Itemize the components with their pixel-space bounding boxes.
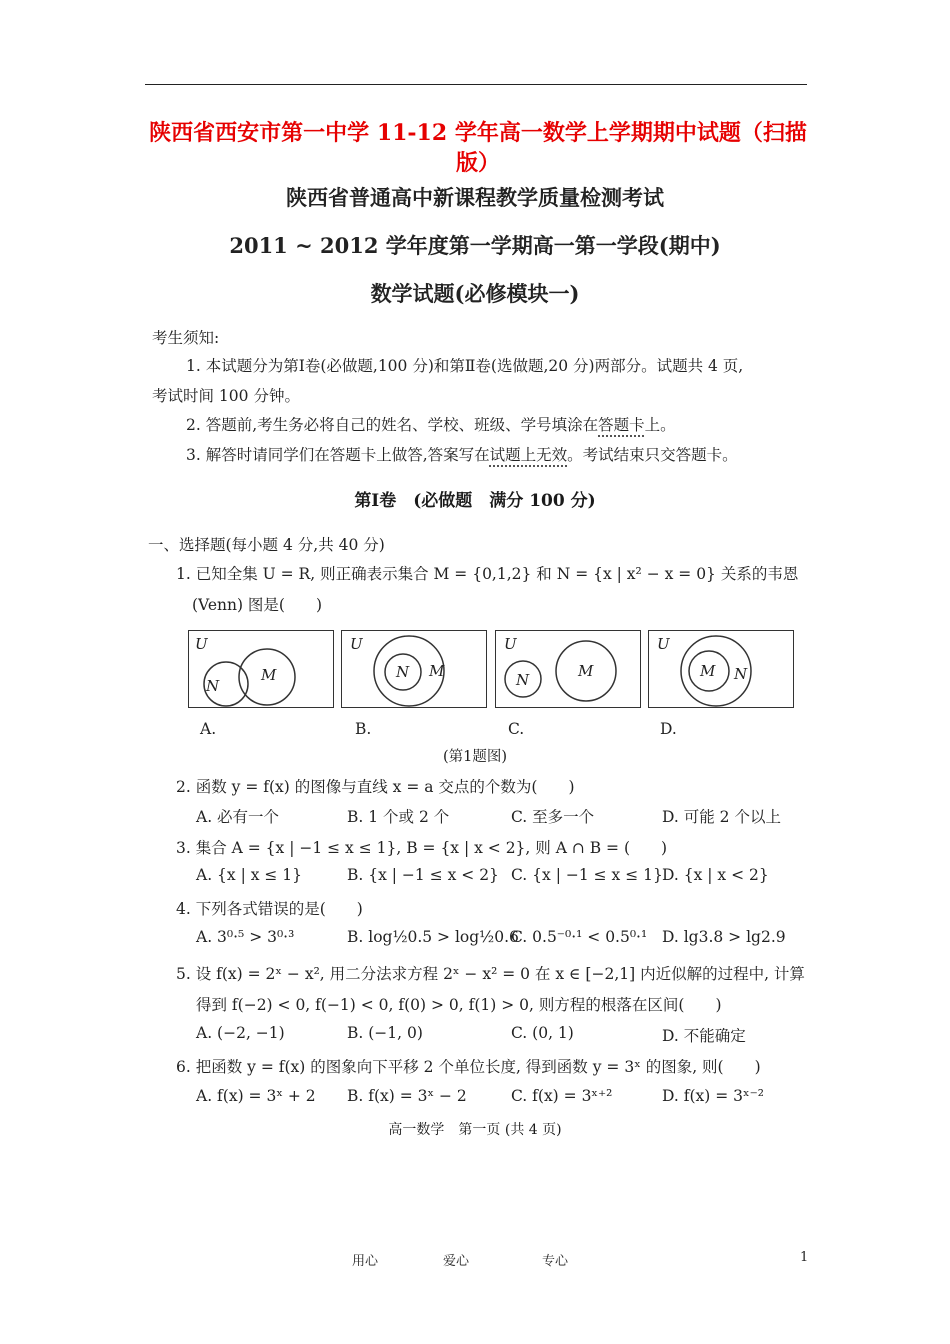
q3-stem: 3. 集合 A = {x | −1 ≤ x ≤ 1}, B = {x | x < 2}, 则 A ∩ B = ( ) bbox=[176, 839, 668, 857]
venn-d-m-label: M bbox=[700, 662, 716, 680]
venn-c-m-label: M bbox=[578, 662, 594, 680]
document-title-line1: 陕西省西安市第一中学 11-12 学年高一数学上学期期中试题（扫描 bbox=[149, 120, 807, 146]
q5-stem-line2: 得到 f(−2) < 0, f(−1) < 0, f(0) > 0, f(1) > 0, 则方程的根落在区间( ) bbox=[196, 996, 722, 1014]
venn-a-u-label: U bbox=[195, 635, 208, 653]
q3-option-c: C. {x | −1 ≤ x ≤ 1} bbox=[511, 866, 663, 884]
notice-item-3 bbox=[186, 443, 738, 465]
q5-stem-line1: 5. 设 f(x) = 2ˣ − x², 用二分法求方程 2ˣ − x² = 0 在 x ∈ [−2,1] 内近似解的过程中, 计算 bbox=[176, 965, 805, 983]
q6-option-d: D. f(x) = 3ˣ⁻² bbox=[662, 1087, 764, 1105]
q3-option-d: D. {x | x < 2} bbox=[662, 866, 769, 884]
venn-a-n-label: N bbox=[206, 677, 220, 695]
q2-option-d: D. 可能 2 个以上 bbox=[662, 808, 781, 826]
notice-item-2-emphasis: 答题卡 bbox=[598, 416, 645, 434]
notice-item-1b: 考试时间 100 分钟。 bbox=[152, 387, 300, 405]
document-title bbox=[148, 118, 808, 178]
notice-item-3-text: 3. 解答时请同学们在答题卡上做答,答案写在 bbox=[186, 446, 490, 464]
q3-option-b: B. {x | −1 ≤ x < 2} bbox=[347, 866, 499, 884]
q2-stem: 2. 函数 y = f(x) 的图像与直线 x = a 交点的个数为( ) bbox=[176, 778, 575, 796]
footer-word-2: 爱心 bbox=[443, 1254, 470, 1269]
section1-heading: 一、选择题(每小题 4 分,共 40 分) bbox=[148, 536, 385, 554]
footer-word-1: 用心 bbox=[352, 1254, 379, 1269]
q6-stem: 6. 把函数 y = f(x) 的图象向下平移 2 个单位长度, 得到函数 y = 3ˣ 的图象, 则( ) bbox=[176, 1058, 761, 1076]
venn-b-option-label: B. bbox=[355, 720, 372, 738]
venn-b-u-label: U bbox=[350, 635, 363, 653]
q1-stem-line1: 1. 已知全集 U = R, 则正确表示集合 M = {0,1,2} 和 N = {x | x² − x = 0} 关系的韦恩 bbox=[176, 565, 799, 583]
q6-option-a: A. f(x) = 3ˣ + 2 bbox=[196, 1087, 316, 1105]
q1-stem-line2: (Venn) 图是( ) bbox=[192, 596, 323, 614]
q2-option-c: C. 至多一个 bbox=[511, 808, 595, 826]
venn-a-option-label: A. bbox=[200, 720, 217, 738]
notice-item-3-end: 。考试结束只交答题卡。 bbox=[567, 446, 738, 464]
exam-title: 陕西省普通高中新课程教学质量检测考试 bbox=[286, 185, 664, 210]
venn-b-diagram bbox=[342, 631, 488, 709]
q4-option-c: C. 0.5⁻⁰·¹ < 0.5⁰·¹ bbox=[511, 928, 648, 946]
q5-option-a: A. (−2, −1) bbox=[196, 1024, 285, 1042]
exam-term: 2011 ~ 2012 学年度第一学期高一第一学段(期中) bbox=[229, 233, 721, 258]
part1-heading: 第Ⅰ卷 (必做题 满分 100 分) bbox=[354, 491, 596, 511]
top-rule bbox=[145, 84, 807, 85]
q6-option-b: B. f(x) = 3ˣ − 2 bbox=[347, 1087, 467, 1105]
notice-item-1a: 1. 本试题分为第Ⅰ卷(必做题,100 分)和第Ⅱ卷(选做题,20 分)两部分。试题共 4 页, bbox=[186, 357, 744, 375]
venn-d-option-label: D. bbox=[660, 720, 677, 738]
venn-d-diagram bbox=[649, 631, 795, 709]
venn-a-m-label: M bbox=[261, 666, 277, 684]
q4-stem: 4. 下列各式错误的是( ) bbox=[176, 900, 363, 918]
venn-c-option-label: C. bbox=[508, 720, 525, 738]
q2-option-b: B. 1 个或 2 个 bbox=[347, 808, 450, 826]
q5-option-d: D. 不能确定 bbox=[662, 1027, 746, 1045]
q4-option-a: A. 3⁰·⁵ > 3⁰·³ bbox=[196, 928, 295, 946]
document-title-line2: 版） bbox=[455, 150, 500, 176]
notice-item-2-text: 2. 答题前,考生务必将自己的姓名、学校、班级、学号填涂在 bbox=[186, 416, 599, 434]
venn-c-u-label: U bbox=[504, 635, 517, 653]
venn-c-diagram bbox=[496, 631, 642, 709]
notice-item-2-end: 上。 bbox=[644, 416, 676, 434]
notice-heading: 考生须知: bbox=[152, 329, 220, 347]
notice-item-3-emphasis: 试题上无效 bbox=[489, 446, 568, 464]
figure-caption: (第1题图) bbox=[442, 749, 508, 765]
venn-option-c bbox=[495, 630, 641, 708]
venn-option-a bbox=[188, 630, 334, 708]
q5-option-b: B. (−1, 0) bbox=[347, 1024, 423, 1042]
venn-option-d bbox=[648, 630, 794, 708]
venn-b-m-label: M bbox=[429, 662, 445, 680]
q5-option-c: C. (0, 1) bbox=[511, 1024, 574, 1042]
q2-option-a: A. 必有一个 bbox=[196, 808, 280, 826]
page-footer-label: 高一数学 第一页 (共 4 页) bbox=[388, 1122, 562, 1138]
page-number: 1 bbox=[800, 1250, 809, 1265]
footer-word-3: 专心 bbox=[542, 1254, 569, 1269]
q3-option-a: A. {x | x ≤ 1} bbox=[196, 866, 303, 884]
q4-option-d: D. lg3.8 > lg2.9 bbox=[662, 928, 786, 946]
exam-subject: 数学试题(必修模块一) bbox=[370, 281, 580, 306]
venn-d-n-label: N bbox=[734, 665, 748, 683]
venn-b-n-label: N bbox=[396, 663, 410, 681]
q6-option-c: C. f(x) = 3ˣ⁺² bbox=[511, 1087, 613, 1105]
venn-c-n-label: N bbox=[516, 671, 530, 689]
venn-option-b bbox=[341, 630, 487, 708]
notice-item-2 bbox=[186, 413, 676, 435]
venn-d-u-label: U bbox=[657, 635, 670, 653]
q4-option-b: B. log½0.5 > log½0.6 bbox=[347, 928, 519, 946]
